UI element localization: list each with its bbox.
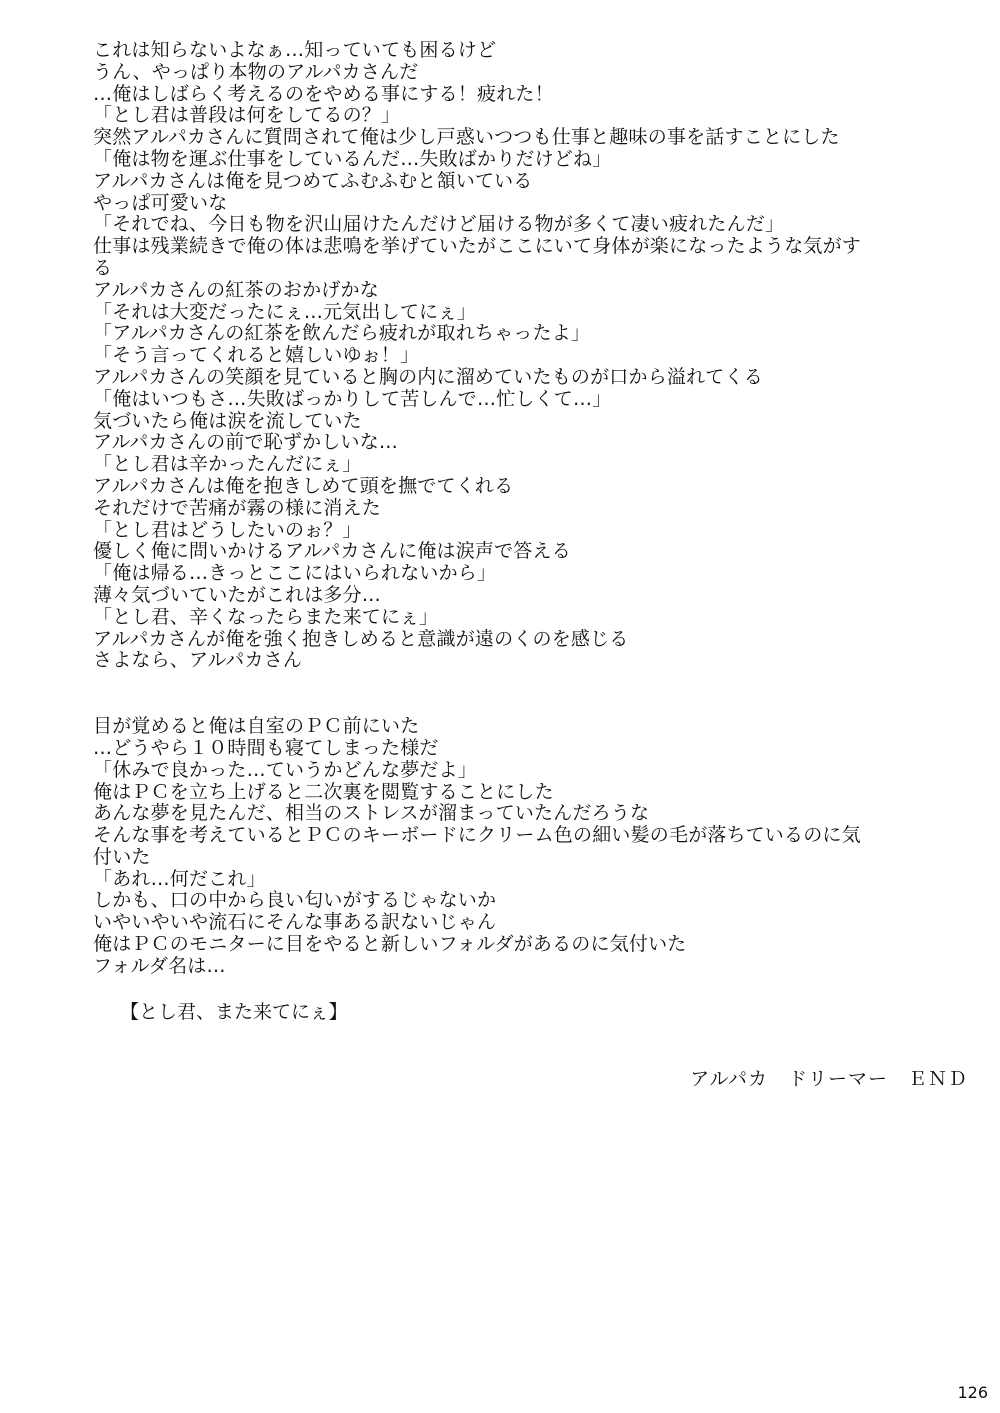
text-line: …どうやら１０時間も寝てしまった様だ bbox=[93, 736, 439, 759]
text-line: 「とし君は辛かったんだにぇ」 bbox=[93, 453, 362, 476]
text-line: 「とし君、辛くなったらまた来てにぇ」 bbox=[93, 605, 439, 628]
text-line: さよなら、アルパカさん bbox=[93, 649, 303, 672]
story-text bbox=[93, 40, 973, 978]
text-line: 「アルパカさんの紅茶を飲んだら疲れが取れちゃったよ」 bbox=[93, 322, 591, 345]
text-line: 仕事は残業続きで俺の体は悲鳴を挙げていたがここにいて身体が楽になったような気がす bbox=[93, 235, 862, 258]
text-line: あんな夢を見たんだ、相当のストレスが溜まっていたんだろうな bbox=[93, 802, 650, 825]
paragraph-first bbox=[93, 40, 973, 672]
text-line: …俺はしばらく考えるのをやめる事にする！疲れた！ bbox=[93, 82, 554, 105]
text-line: 「そう言ってくれると嬉しいゆぉ！」 bbox=[93, 344, 420, 367]
text-line: アルパカさんが俺を強く抱きしめると意識が遠のくのを感じる bbox=[93, 627, 629, 650]
text-line: しかも、口の中から良い匂いがするじゃないか bbox=[93, 889, 497, 912]
text-line: 「俺は物を運ぶ仕事をしているんだ…失敗ばかりだけどね」 bbox=[93, 147, 612, 170]
text-line: 突然アルパカさんに質問されて俺は少し戸惑いつつも仕事と趣味の事を話すことにした bbox=[93, 126, 840, 149]
text-line: アルパカさんは俺を抱きしめて頭を撫でてくれる bbox=[93, 474, 514, 497]
paragraph-gap bbox=[93, 672, 973, 716]
text-line: アルパカさんの笑顔を見ていると胸の内に溜めていたものが口から溢れてくる bbox=[93, 365, 763, 388]
text-line: それだけで苦痛が霧の様に消えた bbox=[93, 496, 382, 519]
text-line: 付いた bbox=[93, 845, 151, 868]
text-line: 優しく俺に問いかけるアルパカさんに俺は涙声で答える bbox=[93, 540, 571, 563]
text-line: いやいやいや流石にそんな事ある訳ないじゃん bbox=[93, 911, 497, 934]
text-line: 「それは大変だったにぇ…元気出してにぇ」 bbox=[93, 300, 477, 323]
page-number: 126 bbox=[957, 1383, 988, 1402]
text-line: フォルダ名は… bbox=[93, 954, 226, 977]
text-line: 「それでね、今日も物を沢山届けたんだけど届ける物が多くて凄い疲れたんだ」 bbox=[93, 213, 785, 236]
text-line: これは知らないよなぁ…知っていても困るけど bbox=[93, 39, 497, 61]
text-line: アルパカさんの前で恥ずかしいな… bbox=[93, 431, 399, 454]
text-line: アルパカさんは俺を見つめてふむふむと頷いている bbox=[93, 169, 533, 192]
text-line: 「俺はいつもさ…失敗ばっかりして苦しんで…忙しくて…」 bbox=[93, 387, 612, 410]
text-line: 「俺は帰る…きっとここにはいられないから」 bbox=[93, 562, 497, 585]
text-line: 俺はＰＣを立ち上げると二次裏を閲覧することにした bbox=[93, 780, 554, 803]
text-line: 目が覚めると俺は自室のＰＣ前にいた bbox=[93, 715, 420, 738]
text-line: 「あれ…何だこれ」 bbox=[93, 867, 266, 890]
closing-line: 【とし君、また来てにぇ】 bbox=[120, 1001, 348, 1023]
text-line: 薄々気づいていたがこれは多分… bbox=[93, 583, 382, 606]
text-line: る bbox=[93, 256, 113, 279]
text-line: そんな事を考えているとＰＣのキーボードにクリーム色の細い髪の毛が落ちているのに気 bbox=[93, 824, 861, 847]
text-line: 「とし君はどうしたいのぉ？」 bbox=[93, 518, 362, 541]
text-line: アルパカさんの紅茶のおかげかな bbox=[93, 278, 379, 301]
text-line: 「とし君は普段は何をしてるの？」 bbox=[93, 104, 401, 127]
paragraph-second bbox=[93, 716, 973, 978]
text-line: 気づいたら俺は涙を流していた bbox=[93, 409, 362, 432]
text-line: うん、やっぱり本物のアルパカさんだ bbox=[93, 60, 419, 83]
end-mark: アルパカ ドリーマー ＥＮＤ bbox=[690, 1068, 968, 1090]
text-line: 「休みで良かった…ていうかどんな夢だよ」 bbox=[93, 758, 478, 781]
text-line: 俺はＰＣのモニターに目をやると新しいフォルダがあるのに気付いた bbox=[93, 933, 687, 956]
text-line: やっぱ可愛いな bbox=[93, 191, 228, 214]
